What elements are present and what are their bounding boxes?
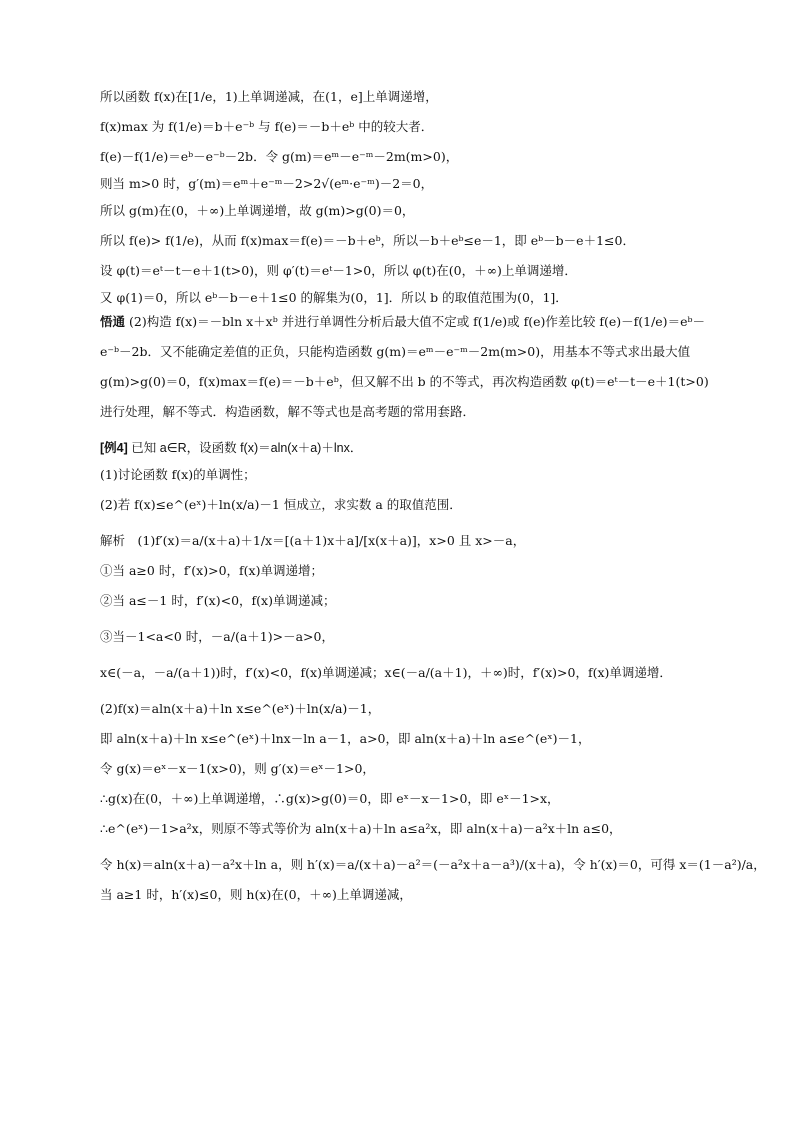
text-line: 所以 g(m)在(0，＋∞)上单调递增，故 g(m)>g(0)＝0， <box>100 203 415 218</box>
solution-line: ∴e^(eˣ)－1>a²x，则原不等式等价为 aln(x＋a)＋ln a≤a²x，即 aln(x＋a)－a²x＋ln a≤0， <box>100 821 622 836</box>
text-line: 设 φ(t)＝eᵗ－t－e＋1(t>0)，则 φ′(t)＝eᵗ－1>0，所以 φ(t)在(0，＋∞)上单调递增． <box>100 263 577 278</box>
solution-line: 令 g(x)＝eˣ－x－1(x>0)，则 g′(x)＝eˣ－1>0， <box>100 761 375 776</box>
solution-line: ②当 a≤－1 时，f′(x)<0，f(x)单调递减； <box>100 593 336 608</box>
insight-label: 悟通 <box>100 314 126 329</box>
solution-line: 当 a≥1 时，h′(x)≤0，则 h(x)在(0，＋∞)上单调递减， <box>100 887 412 902</box>
solution-line: ∴g(x)在(0，＋∞)上单调递增，∴g(x)>g(0)＝0，即 eˣ－x－1>0，即 eˣ－1>x， <box>100 791 560 806</box>
solution-line: x∈(－a，－a/(a＋1))时，f′(x)<0，f(x)单调递减；x∈(－a/(a＋1)，＋∞)时，f′(x)>0，f(x)单调递增． <box>100 665 672 680</box>
example-statement: 已知 a∈R，设函数 f(x)＝aln(x＋a)＋lnx． <box>131 441 363 455</box>
solution-line: ①当 a≥0 时，f′(x)>0，f(x)单调递增； <box>100 563 323 578</box>
example-title <box>100 439 720 457</box>
text-line: f(e)－f(1/e)＝eᵇ－e⁻ᵇ－2b．令 g(m)＝eᵐ－e⁻ᵐ－2m(m>0)， <box>100 149 459 164</box>
solution-line: 令 h(x)＝aln(x＋a)－a²x＋ln a，则 h′(x)＝a/(x＋a)－a²＝(－a²x＋a－a³)/(x＋a)，令 h′(x)＝0，可得 x＝(1－a²)/a， <box>100 857 766 872</box>
text-line: 所以函数 f(x)在[1/e，1)上单调递减，在(1，e]上单调递增， <box>100 89 438 104</box>
content-area <box>100 88 766 904</box>
solution-line: 解析 (1)f′(x)＝a/(x＋a)＋1/x＝[(a＋1)x＋a]/[x(x＋a)]，x>0 且 x>－a， <box>100 533 526 548</box>
solution-line: 即 aln(x＋a)＋ln x≤e^(eˣ)＋lnx－ln a－1，a>0，即 aln(x＋a)＋ln a≤e^(eˣ)－1， <box>100 731 591 746</box>
example-label: [例4] <box>100 441 128 455</box>
example-question-1: (1)讨论函数 f(x)的单调性； <box>100 467 256 482</box>
insight-text: (2)构造 f(x)＝－bln x＋xᵇ 并进行单调性分析后最大值不定或 f(1/e)或 f(e)作差比较 f(e)－f(1/e)＝eᵇ－e⁻ᵇ－2b．又不能确定差值的正负，只能构造函数 g(m)＝eᵐ－e⁻ᵐ－2m(m>0)，用基本不等式求出最大值 g(m)>g(0)＝0，f(x)max＝f(e)＝－b＋eᵇ，但又解不出 b 的不等式，再次构造函数 φ(t)＝eᵗ－t－e＋1(t>0)进行处理，解不等式．构造函数，解不等式也是高考题的常用套路． <box>100 314 709 419</box>
example-question-2: (2)若 f(x)≤e^(eˣ)＋ln(x/a)－1 恒成立，求实数 a 的取值范围． <box>100 497 462 512</box>
solution-line: (2)f(x)＝aln(x＋a)＋ln x≤e^(eˣ)＋ln(x/a)－1， <box>100 701 381 716</box>
text-line: 所以 f(e)> f(1/e)，从而 f(x)max＝f(e)＝－b＋eᵇ，所以－b＋eᵇ≤e－1，即 eᵇ－b－e＋1≤0． <box>100 233 635 248</box>
text-line: 又 φ(1)＝0，所以 eᵇ－b－e＋1≤0 的解集为(0，1]．所以 b 的取值范围为(0，1]． <box>100 290 568 305</box>
solution-line: ③当－1<a<0 时，－a/(a＋1)>－a>0， <box>100 629 334 644</box>
text-line: f(x)max 为 f(1/e)＝b＋e⁻ᵇ 与 f(e)＝－b＋eᵇ 中的较大者． <box>100 119 434 134</box>
text-line: 则当 m>0 时，g′(m)＝eᵐ＋e⁻ᵐ－2>2√(eᵐ·e⁻ᵐ)－2＝0， <box>100 176 434 191</box>
insight-paragraph <box>100 307 720 427</box>
